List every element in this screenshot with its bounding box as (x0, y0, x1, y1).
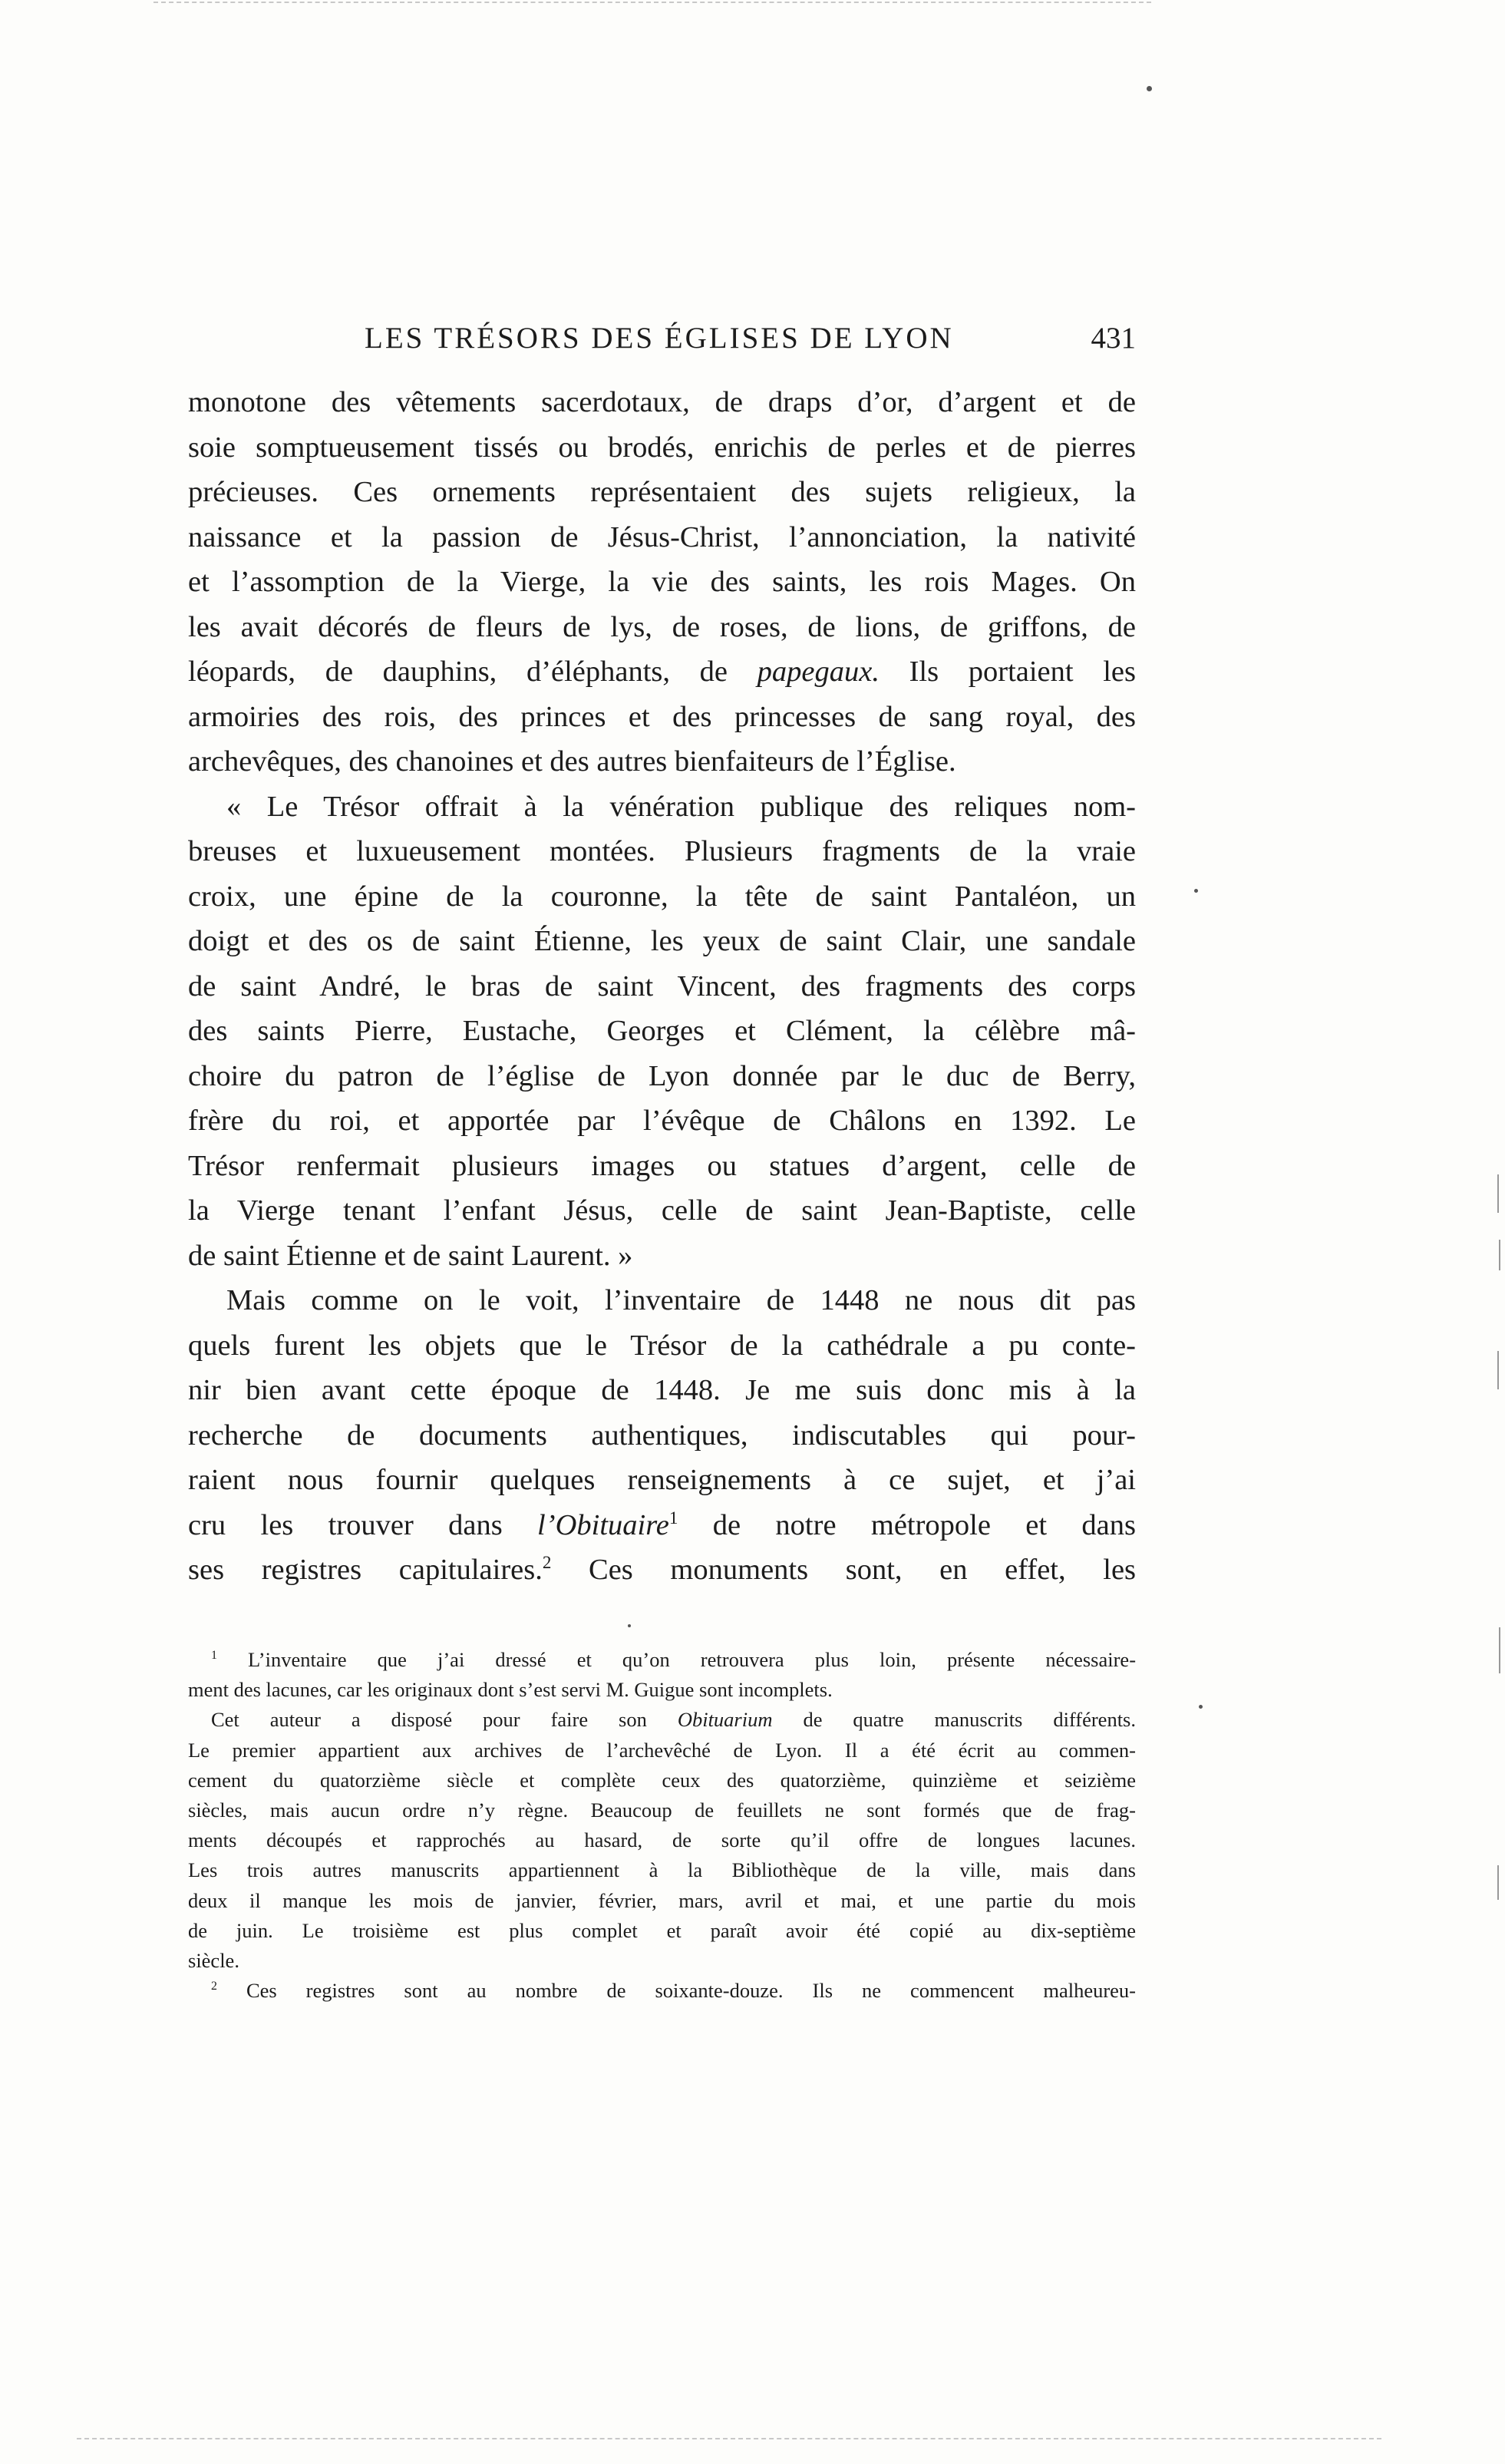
text-line: croix, une épine de la couronne, la tête de saint Pantaléon, un (188, 880, 1136, 913)
text-line: naissance et la passion de Jésus-Christ, l’annonciation, la nativité (188, 520, 1136, 553)
scan-edge-top (153, 2, 1151, 5)
margin-mark (1497, 1351, 1499, 1389)
text-line: choire du patron de l’église de Lyon donnée par le duc de Berry, (188, 1059, 1136, 1092)
italic-word: Obituarium (677, 1708, 773, 1732)
footnote-line: siècle. (188, 1948, 239, 1972)
text-line: « Le Trésor offrait à la vénération publique des reliques nom- (226, 790, 1136, 823)
footnote-ref: 1 (668, 1507, 678, 1528)
text-segment: Ces monuments sont, en effet, les (551, 1554, 1137, 1586)
footnote-line: de juin. Le troisième est plus complet et paraît avoir été copié au dix-septième (188, 1918, 1136, 1942)
footnotes (188, 1645, 1136, 2006)
footnote-line: cement du quatorzième siècle et complète ceux des quatorzième, quinzième et seizième (188, 1768, 1136, 1792)
margin-mark (1499, 1240, 1500, 1270)
text-line: soie somptueusement tissés ou brodés, enrichis de perles et de pierres (188, 431, 1136, 464)
footnote-line: siècles, mais aucun ordre n’y règne. Beaucoup de feuillets ne sont formés que de frag- (188, 1798, 1136, 1822)
text-line: recherche de documents authentiques, indiscutables qui pour- (188, 1419, 1136, 1452)
italic-word: l’Obituaire (537, 1508, 669, 1541)
text-segment: Ces registres sont au nombre de soixante-douze. Ils ne commencent malheureu- (246, 1979, 1137, 2003)
text-segment: Cet auteur a disposé pour faire son (211, 1708, 678, 1732)
text-line: précieuses. Ces ornements représentaient des sujets religieux, la (188, 476, 1136, 508)
footnote-line: ments découpés et rapprochés au hasard, de sorte qu’il offre de longues lacunes. (188, 1828, 1136, 1852)
text-line: breuses et luxueusement montées. Plusieurs fragments de la vraie (188, 835, 1136, 867)
footnote-line: deux il manque les mois de janvier, février, mars, avril et mai, et une partie du mois (188, 1888, 1136, 1912)
text-line: des saints Pierre, Eustache, Georges et Clément, la célèbre mâ- (188, 1015, 1136, 1047)
footnote-ref: 2 (542, 1552, 552, 1573)
footnote-line (188, 1645, 1136, 1675)
text-line: Mais comme on le voit, l’inventaire de 1448 ne nous dit pas (226, 1284, 1136, 1316)
footnote-marker: 2 (211, 1980, 217, 1993)
text-line (188, 649, 1136, 695)
text-line: frère du roi, et apportée par l’évêque de Châlons en 1392. Le (188, 1105, 1136, 1137)
footnote-line (188, 1705, 1136, 1735)
footnote-line (188, 1976, 1136, 2006)
text-line: doigt et des os de saint Étienne, les yeux de saint Clair, une sandale (188, 925, 1136, 957)
text-line: les avait décorés de fleurs de lys, de roses, de lions, de griffons, de (188, 610, 1136, 643)
text-line: archevêques, des chanoines et des autres bienfaiteurs de l’Église. (188, 745, 956, 778)
text-line: Trésor renfermait plusieurs images ou statues d’argent, celle de (188, 1149, 1136, 1182)
footnote-marker: 1 (211, 1649, 217, 1663)
margin-mark (1497, 1865, 1499, 1900)
text-line: armoiries des rois, des princes et des princesses de sang royal, des (188, 700, 1136, 733)
scan-speck (1147, 86, 1152, 91)
text-segment: de quatre manuscrits différents. (772, 1708, 1136, 1732)
text-segment: L’inventaire que j’ai dressé et qu’on retrouvera plus loin, présente nécessaire- (248, 1648, 1137, 1671)
text-line: la Vierge tenant l’enfant Jésus, celle de saint Jean-Baptiste, celle (188, 1194, 1136, 1227)
italic-word: papegaux. (757, 656, 880, 688)
text-line (188, 1503, 1136, 1548)
text-line: et l’assomption de la Vierge, la vie des saints, les rois Mages. On (188, 566, 1136, 598)
scan-speck (1199, 1705, 1203, 1709)
text-segment: léopards, de dauphins, d’éléphants, de (188, 656, 757, 688)
scan-speck (1194, 889, 1198, 893)
margin-mark (1497, 1174, 1499, 1213)
text-line: monotone des vêtements sacerdotaux, de draps d’or, d’argent et de (188, 386, 1136, 418)
footnote-line: ment des lacunes, car les originaux dont s’est servi M. Guigue sont incomplets. (188, 1678, 833, 1702)
text-line (188, 1547, 1136, 1593)
text-line: raient nous fournir quelques renseignements à ce sujet, et j’ai (188, 1464, 1136, 1496)
text-line: de saint Étienne et de saint Laurent. » (188, 1239, 633, 1272)
text-segment: Ils portaient les (879, 656, 1136, 688)
margin-mark (1499, 1627, 1500, 1673)
page-number: 431 (1091, 322, 1136, 355)
footnote-line: Le premier appartient aux archives de l’archevêché de Lyon. Il a été écrit au commen- (188, 1738, 1136, 1762)
scan-speck (628, 1624, 631, 1627)
running-title: LES TRÉSORS DES ÉGLISES DE LYON (365, 322, 954, 355)
main-text (188, 380, 1136, 1593)
text-line: quels furent les objets que le Trésor de la cathédrale a pu conte- (188, 1329, 1136, 1362)
text-segment: ses registres capitulaires. (188, 1554, 543, 1586)
text-segment: de notre métropole et dans (678, 1508, 1136, 1541)
footnote-line: Les trois autres manuscrits appartiennent à la Bibliothèque de la ville, mais dans (188, 1858, 1136, 1882)
page-header (188, 321, 1136, 367)
scan-edge-bottom (77, 2438, 1381, 2441)
text-line: nir bien avant cette époque de 1448. Je me suis donc mis à la (188, 1374, 1136, 1406)
text-segment: cru les trouver dans (188, 1508, 538, 1541)
text-line: de saint André, le bras de saint Vincent, des fragments des corps (188, 969, 1136, 1002)
